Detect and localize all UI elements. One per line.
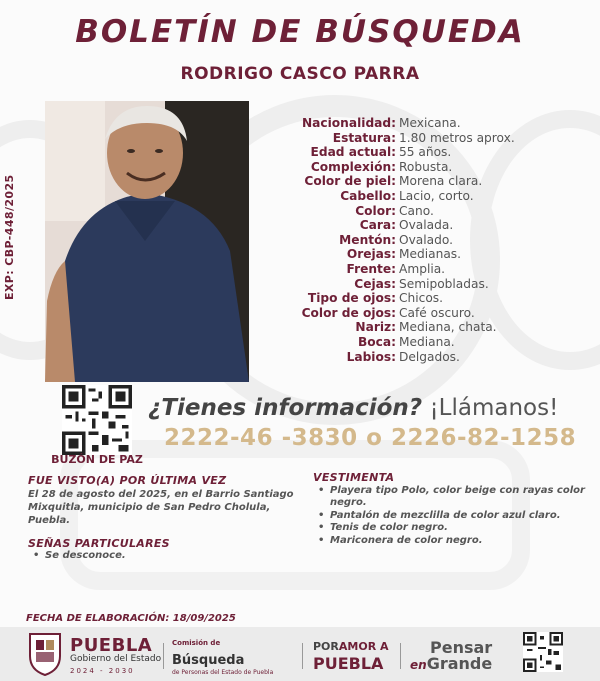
shield-graphic bbox=[27, 630, 63, 676]
qr-code-icon[interactable] bbox=[62, 385, 132, 455]
bulletin-title: BOLETÍN DE BÚSQUEDA bbox=[75, 14, 525, 50]
qr-code-graphic bbox=[62, 385, 132, 455]
en-grande-text bbox=[410, 654, 492, 673]
detail-value: Mexicana. bbox=[399, 116, 461, 130]
commission-sub: de Personas del Estado de Puebla bbox=[172, 669, 274, 676]
gov-subtitle: Gobierno del Estado bbox=[70, 654, 162, 664]
detail-value: Cano. bbox=[399, 203, 434, 218]
detail-row bbox=[268, 320, 593, 335]
detail-row bbox=[268, 335, 593, 350]
detail-value: Ovalada. bbox=[399, 218, 454, 233]
detail-label: Frente: bbox=[346, 261, 396, 276]
detail-value: 1.80 metros aprox. bbox=[399, 130, 515, 145]
gov-logo-text: PUEBLA bbox=[70, 635, 153, 656]
qr-code-graphic bbox=[523, 632, 563, 672]
detail-row bbox=[268, 145, 593, 160]
case-number: EXP: CBP-448/2025 bbox=[3, 174, 16, 300]
detail-label: Nacionalidad: bbox=[301, 116, 396, 130]
detail-label: Color de piel: bbox=[304, 174, 396, 189]
detail-value: Ovalado. bbox=[399, 232, 453, 247]
detail-value: Chicos. bbox=[399, 291, 444, 306]
detail-label: Boca: bbox=[358, 334, 396, 349]
last-seen-text: El 28 de agosto del 2025, en el Barrio Santiago Mixquitla, municipio de San Pedro Cholula, Puebla. bbox=[28, 489, 294, 526]
last-seen-heading: FUE VISTO(A) POR ÚLTIMA VEZ bbox=[28, 474, 227, 487]
detail-value: Café oscuro. bbox=[399, 305, 475, 320]
physical-description bbox=[268, 116, 593, 364]
slogan-por: POR bbox=[313, 640, 339, 653]
detail-row bbox=[268, 262, 593, 277]
detail-row bbox=[268, 247, 593, 262]
list-item: • Playera tipo Polo, color beige con rayas color negro. bbox=[318, 485, 588, 510]
detail-row bbox=[268, 306, 593, 321]
footer-qr-code-icon[interactable] bbox=[523, 632, 563, 672]
detail-label: Estatura: bbox=[332, 130, 396, 145]
slogan-por-amor bbox=[313, 641, 389, 652]
detail-label: Tipo de ojos: bbox=[307, 291, 396, 306]
detail-label: Nariz: bbox=[355, 320, 396, 335]
detail-label: Complexión: bbox=[310, 159, 396, 174]
list-item: • Tenis de color negro. bbox=[318, 522, 588, 534]
creation-date: FECHA DE ELABORACIÓN: 18/09/2025 bbox=[26, 613, 236, 624]
buzon-de-paz-label: BUZÓN DE PAZ bbox=[51, 453, 143, 466]
detail-value: Amplia. bbox=[399, 261, 446, 276]
marks-list bbox=[33, 550, 126, 561]
detail-value: Medianas. bbox=[399, 247, 462, 262]
call-text: ¡Llámanos! bbox=[429, 395, 559, 421]
detail-value: Lacio, corto. bbox=[399, 188, 474, 203]
commission-main: Búsqueda bbox=[172, 653, 245, 668]
detail-row bbox=[268, 189, 593, 204]
detail-value: Mediana. bbox=[399, 334, 455, 349]
slogan-puebla: PUEBLA bbox=[313, 654, 384, 673]
detail-row bbox=[268, 277, 593, 292]
detail-label: Edad actual: bbox=[310, 145, 396, 160]
detail-row bbox=[268, 116, 593, 131]
clothing-list bbox=[318, 485, 588, 547]
state-shield-icon bbox=[27, 630, 63, 676]
detail-label: Cabello: bbox=[340, 188, 396, 203]
question-text: ¿Tienes información? bbox=[148, 395, 423, 421]
detail-label: Orejas: bbox=[346, 247, 396, 262]
divider bbox=[400, 643, 401, 669]
grande-text: Grande bbox=[426, 654, 493, 673]
detail-row bbox=[268, 131, 593, 146]
divider bbox=[163, 643, 164, 669]
commission-top: Comisión de bbox=[172, 639, 221, 647]
detail-value: Semipobladas. bbox=[399, 276, 489, 291]
detail-label: Mentón: bbox=[339, 232, 396, 247]
detail-label: Cejas: bbox=[354, 276, 396, 291]
detail-label: Color de ojos: bbox=[301, 305, 396, 320]
person-photo bbox=[45, 101, 249, 382]
detail-row bbox=[268, 160, 593, 175]
phone-numbers[interactable]: 2222-46 -3830 o 2226-82-1258 bbox=[164, 425, 577, 451]
clothing-heading: VESTIMENTA bbox=[313, 471, 395, 484]
missing-person-name: RODRIGO CASCO PARRA bbox=[180, 64, 420, 84]
person-photo-illustration bbox=[45, 101, 249, 382]
detail-row bbox=[268, 204, 593, 219]
detail-row bbox=[268, 218, 593, 233]
detail-value: 55 años. bbox=[399, 145, 452, 160]
detail-label: Color: bbox=[355, 203, 396, 218]
footer-logos bbox=[0, 627, 600, 681]
list-item: • Se desconoce. bbox=[33, 550, 126, 561]
list-item: • Pantalón de mezclilla de color azul claro. bbox=[318, 510, 588, 522]
detail-row bbox=[268, 174, 593, 189]
en-text: en bbox=[410, 658, 427, 672]
detail-value: Robusta. bbox=[399, 159, 453, 174]
detail-label: Labios: bbox=[346, 349, 396, 364]
detail-label: Cara: bbox=[359, 218, 396, 233]
detail-value: Morena clara. bbox=[399, 174, 483, 189]
detail-row bbox=[268, 350, 593, 365]
gov-years: 2024 - 2030 bbox=[70, 667, 135, 675]
list-item: • Mariconera de color negro. bbox=[318, 535, 588, 547]
detail-row bbox=[268, 233, 593, 248]
detail-row bbox=[268, 291, 593, 306]
detail-value: Delgados. bbox=[399, 349, 460, 364]
divider bbox=[302, 643, 303, 669]
marks-heading: SEÑAS PARTICULARES bbox=[28, 537, 170, 550]
pensar-text: Pensar bbox=[430, 638, 493, 657]
detail-value: Mediana, chata. bbox=[399, 320, 497, 335]
slogan-amor: AMOR A bbox=[338, 640, 389, 653]
info-question bbox=[148, 395, 588, 421]
